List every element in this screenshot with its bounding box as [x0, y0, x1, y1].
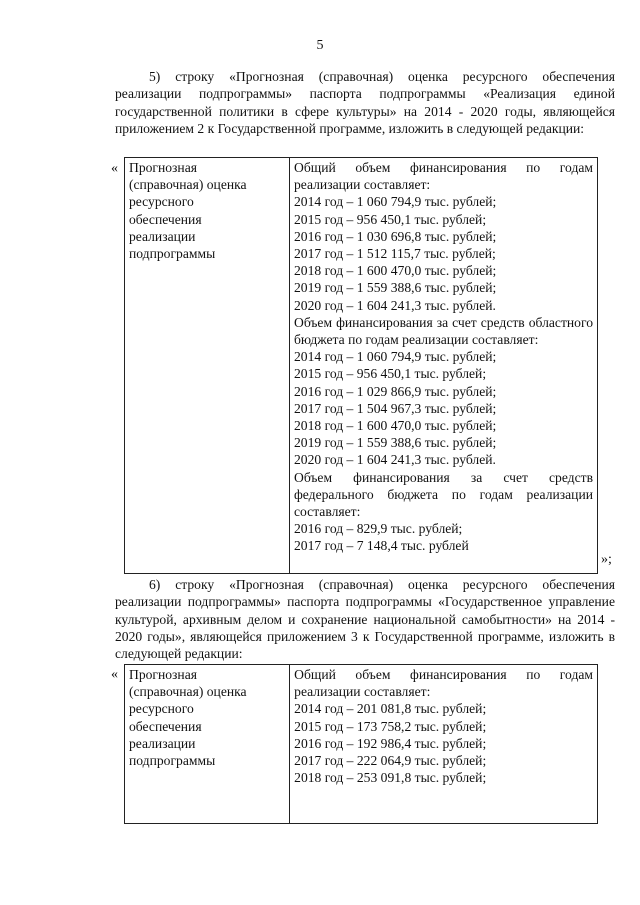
- total-funding-intro: Общий объем финансирования по годам реализации составляет:: [294, 160, 593, 193]
- regional-funding-year: 2020 год – 1 604 241,3 тыс. рублей.: [294, 452, 496, 468]
- paragraph-item-6: 6) строку «Прогнозная (справочная) оценка ресурсного обеспечения реализации подпрограммы» паспорта подпрограммы «Государственное управление культурой, архивным делом и сохранение национальной самобытности» на 2014 - 2020 годы», являющейся приложением 3 к Государственной программе, изложить в следующей редакции:: [115, 577, 615, 662]
- regional-funding-year: 2016 год – 1 029 866,9 тыс. рублей;: [294, 383, 497, 399]
- total-funding-intro: Общий объем финансирования по годам реализации составляет:: [294, 667, 593, 700]
- regional-funding-year: 2019 год – 1 559 388,6 тыс. рублей;: [294, 435, 497, 451]
- row-label-line: реализации: [129, 228, 196, 244]
- total-funding-year: 2016 год – 1 030 696,8 тыс. рублей;: [294, 228, 497, 244]
- funding-content-cell: [290, 665, 598, 824]
- total-funding-year: 2014 год – 201 081,8 тыс. рублей;: [294, 701, 487, 717]
- regional-funding-year: 2014 год – 1 060 794,9 тыс. рублей;: [294, 349, 497, 365]
- row-label-line: ресурсного: [129, 701, 194, 717]
- row-label-line: обеспечения: [129, 718, 202, 734]
- row-label-line: подпрограммы: [129, 246, 216, 262]
- row-label-cell: [125, 158, 290, 574]
- total-funding-year: 2016 год – 192 986,4 тыс. рублей;: [294, 735, 487, 751]
- regional-funding-year: 2018 год – 1 600 470,0 тыс. рублей;: [294, 418, 497, 434]
- page-number: 5: [316, 38, 324, 53]
- row-label-line: Прогнозная: [129, 667, 197, 682]
- total-funding-year: 2020 год – 1 604 241,3 тыс. рублей.: [294, 297, 496, 313]
- total-funding-year: 2017 год – 1 512 115,7 тыс. рублей;: [294, 246, 496, 262]
- table-row: [125, 158, 598, 574]
- total-funding-year: 2015 год – 173 758,2 тыс. рублей;: [294, 718, 487, 734]
- total-funding-year: 2015 год – 956 450,1 тыс. рублей;: [294, 211, 487, 227]
- row-label-cell: [125, 665, 290, 824]
- total-funding-year: 2014 год – 1 060 794,9 тыс. рублей;: [294, 194, 497, 210]
- total-funding-year: 2019 год – 1 559 388,6 тыс. рублей;: [294, 280, 497, 296]
- paragraph-item-5: 5) строку «Прогнозная (справочная) оценка ресурсного обеспечения реализации подпрограммы» паспорта подпрограммы «Реализация единой государственной политики в сфере культуры» на 2014 - 2020 годы, являющейся приложением 2 к Государственной программе, изложить в следующей редакции:: [115, 69, 615, 136]
- row-label-line: обеспечения: [129, 211, 202, 227]
- row-label-line: (справочная) оценка: [129, 177, 247, 193]
- funding-content-cell: [290, 158, 598, 574]
- total-funding-year: 2018 год – 253 091,8 тыс. рублей;: [294, 770, 487, 786]
- row-label-line: реализации: [129, 735, 196, 751]
- row-label-line: ресурсного: [129, 194, 194, 210]
- total-funding-year: 2017 год – 222 064,9 тыс. рублей;: [294, 753, 487, 769]
- table-row: [125, 665, 598, 824]
- resource-table-subprogram-3: [124, 664, 598, 824]
- row-label-line: Прогнозная: [129, 160, 197, 175]
- table-1-open-quote: «: [111, 161, 118, 176]
- regional-funding-year: 2015 год – 956 450,1 тыс. рублей;: [294, 366, 487, 382]
- resource-table-subprogram-2: [124, 157, 598, 574]
- row-label-line: подпрограммы: [129, 753, 216, 769]
- regional-funding-year: 2017 год – 1 504 967,3 тыс. рублей;: [294, 400, 497, 416]
- regional-funding-intro: Объем финансирования за счет средств областного бюджета по годам реализации составляет:: [294, 314, 593, 348]
- federal-funding-intro: Объем финансирования за счет средств федерального бюджета по годам реализации составляет:: [294, 469, 593, 520]
- federal-funding-year: 2016 год – 829,9 тыс. рублей;: [294, 521, 463, 537]
- table-1-close-quote: »;: [601, 552, 612, 567]
- total-funding-year: 2018 год – 1 600 470,0 тыс. рублей;: [294, 263, 497, 279]
- table-2-open-quote: «: [111, 667, 118, 682]
- federal-funding-year: 2017 год – 7 148,4 тыс. рублей: [294, 538, 469, 554]
- row-label-line: (справочная) оценка: [129, 684, 247, 700]
